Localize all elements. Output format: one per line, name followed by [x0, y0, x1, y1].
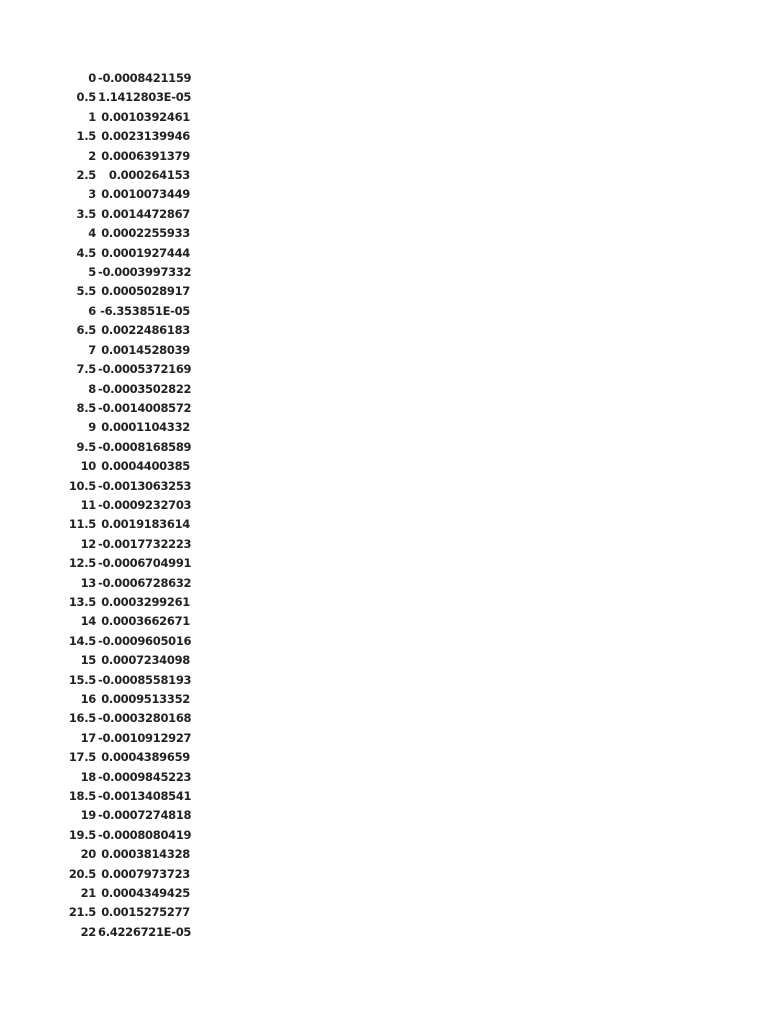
y-value-cell: -6.353851E-05: [100, 303, 190, 318]
table-row: [60, 806, 190, 825]
x-value-cell: 9: [88, 420, 96, 435]
x-value-cell: 19.5: [68, 827, 96, 842]
table-row: [60, 787, 190, 806]
data-table: [60, 69, 190, 942]
y-value-cell: 0.0005028917: [101, 284, 190, 299]
table-row: [60, 127, 190, 146]
y-value-cell: -0.0006704991: [98, 556, 192, 571]
x-value-cell: 8.5: [76, 400, 96, 415]
x-value-cell: 17: [80, 730, 96, 745]
y-value-cell: -0.0005372169: [98, 362, 192, 377]
table-row: [60, 593, 190, 612]
table-row: [60, 438, 190, 457]
table-row: [60, 923, 190, 942]
x-value-cell: 1.5: [76, 129, 96, 144]
table-row: [60, 535, 190, 554]
x-value-cell: 14.5: [68, 633, 96, 648]
x-value-cell: 19: [80, 808, 96, 823]
y-value-cell: 0.0022486183: [101, 323, 190, 338]
x-value-cell: 16.5: [68, 711, 96, 726]
table-row: [60, 457, 190, 476]
y-value-cell: 0.0009513352: [101, 692, 190, 706]
y-value-cell: -0.0003280168: [98, 711, 192, 726]
x-value-cell: 22: [80, 924, 96, 939]
table-row: [60, 477, 190, 496]
y-value-cell: 0.0010392461: [101, 109, 190, 124]
x-value-cell: 10.5: [68, 478, 96, 493]
y-value-cell: 0.0014528039: [101, 342, 190, 357]
y-value-cell: 0.0004400385: [101, 459, 190, 474]
x-value-cell: 18: [80, 769, 96, 784]
table-row: [60, 321, 190, 340]
table-row: [60, 380, 190, 399]
x-value-cell: 13: [80, 575, 96, 590]
y-value-cell: -0.0013063253: [98, 478, 192, 493]
y-value-cell: -0.0006728632: [98, 575, 192, 590]
table-row: [60, 263, 190, 282]
y-value-cell: -0.0008558193: [98, 672, 192, 687]
table-row: [60, 671, 190, 690]
table-row: [60, 147, 190, 166]
table-row: [60, 399, 190, 418]
table-row: [60, 108, 190, 127]
y-value-cell: 0.0007234098: [101, 653, 190, 668]
x-value-cell: 20: [80, 847, 96, 862]
x-value-cell: 7.5: [76, 362, 96, 377]
table-row: [60, 574, 190, 593]
x-value-cell: 14: [80, 614, 96, 629]
x-value-cell: 11: [80, 497, 96, 512]
x-value-cell: 11.5: [68, 517, 96, 532]
y-value-cell: 6.4226721E-05: [98, 924, 192, 939]
y-value-cell: -0.0008080419: [98, 827, 192, 842]
x-value-cell: 16: [80, 692, 96, 706]
y-value-cell: 1.1412803E-05: [98, 90, 192, 105]
x-value-cell: 0.5: [76, 90, 96, 105]
y-value-cell: 0.000264153: [108, 168, 190, 183]
x-value-cell: 9.5: [76, 439, 96, 454]
table-row: [60, 360, 190, 379]
table-row: [60, 768, 190, 787]
table-row: [60, 418, 190, 437]
table-row: [60, 748, 190, 767]
x-value-cell: 21: [80, 886, 96, 901]
data-table-body: [60, 69, 190, 942]
y-value-cell: 0.0023139946: [101, 129, 190, 144]
y-value-cell: 0.0001927444: [101, 245, 190, 260]
table-row: [60, 69, 190, 88]
table-row: [60, 865, 190, 884]
x-value-cell: 8: [88, 381, 96, 396]
x-value-cell: 13.5: [68, 594, 96, 609]
x-value-cell: 6.5: [76, 323, 96, 338]
x-value-cell: 4.5: [76, 245, 96, 260]
x-value-cell: 15.5: [68, 672, 96, 687]
y-value-cell: 0.0002255933: [101, 226, 190, 241]
table-row: [60, 88, 190, 107]
y-value-cell: 0.0003662671: [101, 614, 190, 629]
x-value-cell: 6: [88, 303, 96, 318]
table-row: [60, 515, 190, 534]
x-value-cell: 0: [88, 71, 96, 85]
table-row: [60, 612, 190, 631]
x-value-cell: 15: [80, 653, 96, 668]
y-value-cell: -0.0014008572: [98, 400, 192, 415]
table-row: [60, 205, 190, 224]
x-value-cell: 3: [88, 187, 96, 202]
y-value-cell: 0.0015275277: [101, 905, 190, 920]
x-value-cell: 20.5: [68, 866, 96, 881]
table-row: [60, 341, 190, 360]
table-row: [60, 884, 190, 903]
y-value-cell: -0.0003997332: [98, 265, 192, 280]
y-value-cell: -0.0013408541: [98, 789, 192, 804]
y-value-cell: 0.0003299261: [101, 594, 190, 609]
y-value-cell: 0.0010073449: [101, 187, 190, 202]
table-row: [60, 729, 190, 748]
y-value-cell: 0.0007973723: [101, 866, 190, 881]
y-value-cell: 0.0014472867: [101, 206, 190, 221]
x-value-cell: 1: [88, 109, 96, 124]
x-value-cell: 7: [88, 342, 96, 357]
y-value-cell: 0.0004349425: [101, 886, 190, 901]
y-value-cell: -0.0008421159: [98, 71, 192, 85]
y-value-cell: 0.0001104332: [101, 420, 190, 435]
x-value-cell: 5: [88, 265, 96, 280]
table-row: [60, 903, 190, 922]
y-value-cell: -0.0009232703: [98, 497, 192, 512]
table-row: [60, 709, 190, 728]
table-row: [60, 224, 190, 243]
data-sheet: [60, 69, 190, 942]
y-value-cell: -0.0010912927: [98, 730, 192, 745]
table-row: [60, 845, 190, 864]
y-value-cell: 0.0004389659: [101, 750, 190, 765]
table-row: [60, 632, 190, 651]
x-value-cell: 12: [80, 536, 96, 551]
x-value-cell: 12.5: [68, 556, 96, 571]
y-value-cell: -0.0017732223: [98, 536, 192, 551]
table-row: [60, 282, 190, 301]
x-value-cell: 2.5: [76, 168, 96, 183]
x-value-cell: 10: [80, 459, 96, 474]
table-row: [60, 690, 190, 709]
x-value-cell: 18.5: [68, 789, 96, 804]
x-value-cell: 2: [88, 148, 96, 163]
y-value-cell: 0.0003814328: [101, 847, 190, 862]
x-value-cell: 5.5: [76, 284, 96, 299]
table-row: [60, 166, 190, 185]
table-row: [60, 302, 190, 321]
y-value-cell: 0.0006391379: [101, 148, 190, 163]
table-row: [60, 651, 190, 670]
table-row: [60, 496, 190, 515]
y-value-cell: -0.0009845223: [98, 769, 192, 784]
x-value-cell: 21.5: [68, 905, 96, 920]
y-value-cell: -0.0007274818: [98, 808, 192, 823]
y-value-cell: -0.0003502822: [98, 381, 192, 396]
table-row: [60, 554, 190, 573]
y-value-cell: 0.0019183614: [101, 517, 190, 532]
x-value-cell: 3.5: [76, 206, 96, 221]
x-value-cell: 4: [88, 226, 96, 241]
y-value-cell: -0.0009605016: [98, 633, 192, 648]
x-value-cell: 17.5: [68, 750, 96, 765]
table-row: [60, 826, 190, 845]
y-value-cell: -0.0008168589: [98, 439, 192, 454]
table-row: [60, 185, 190, 204]
table-row: [60, 244, 190, 263]
